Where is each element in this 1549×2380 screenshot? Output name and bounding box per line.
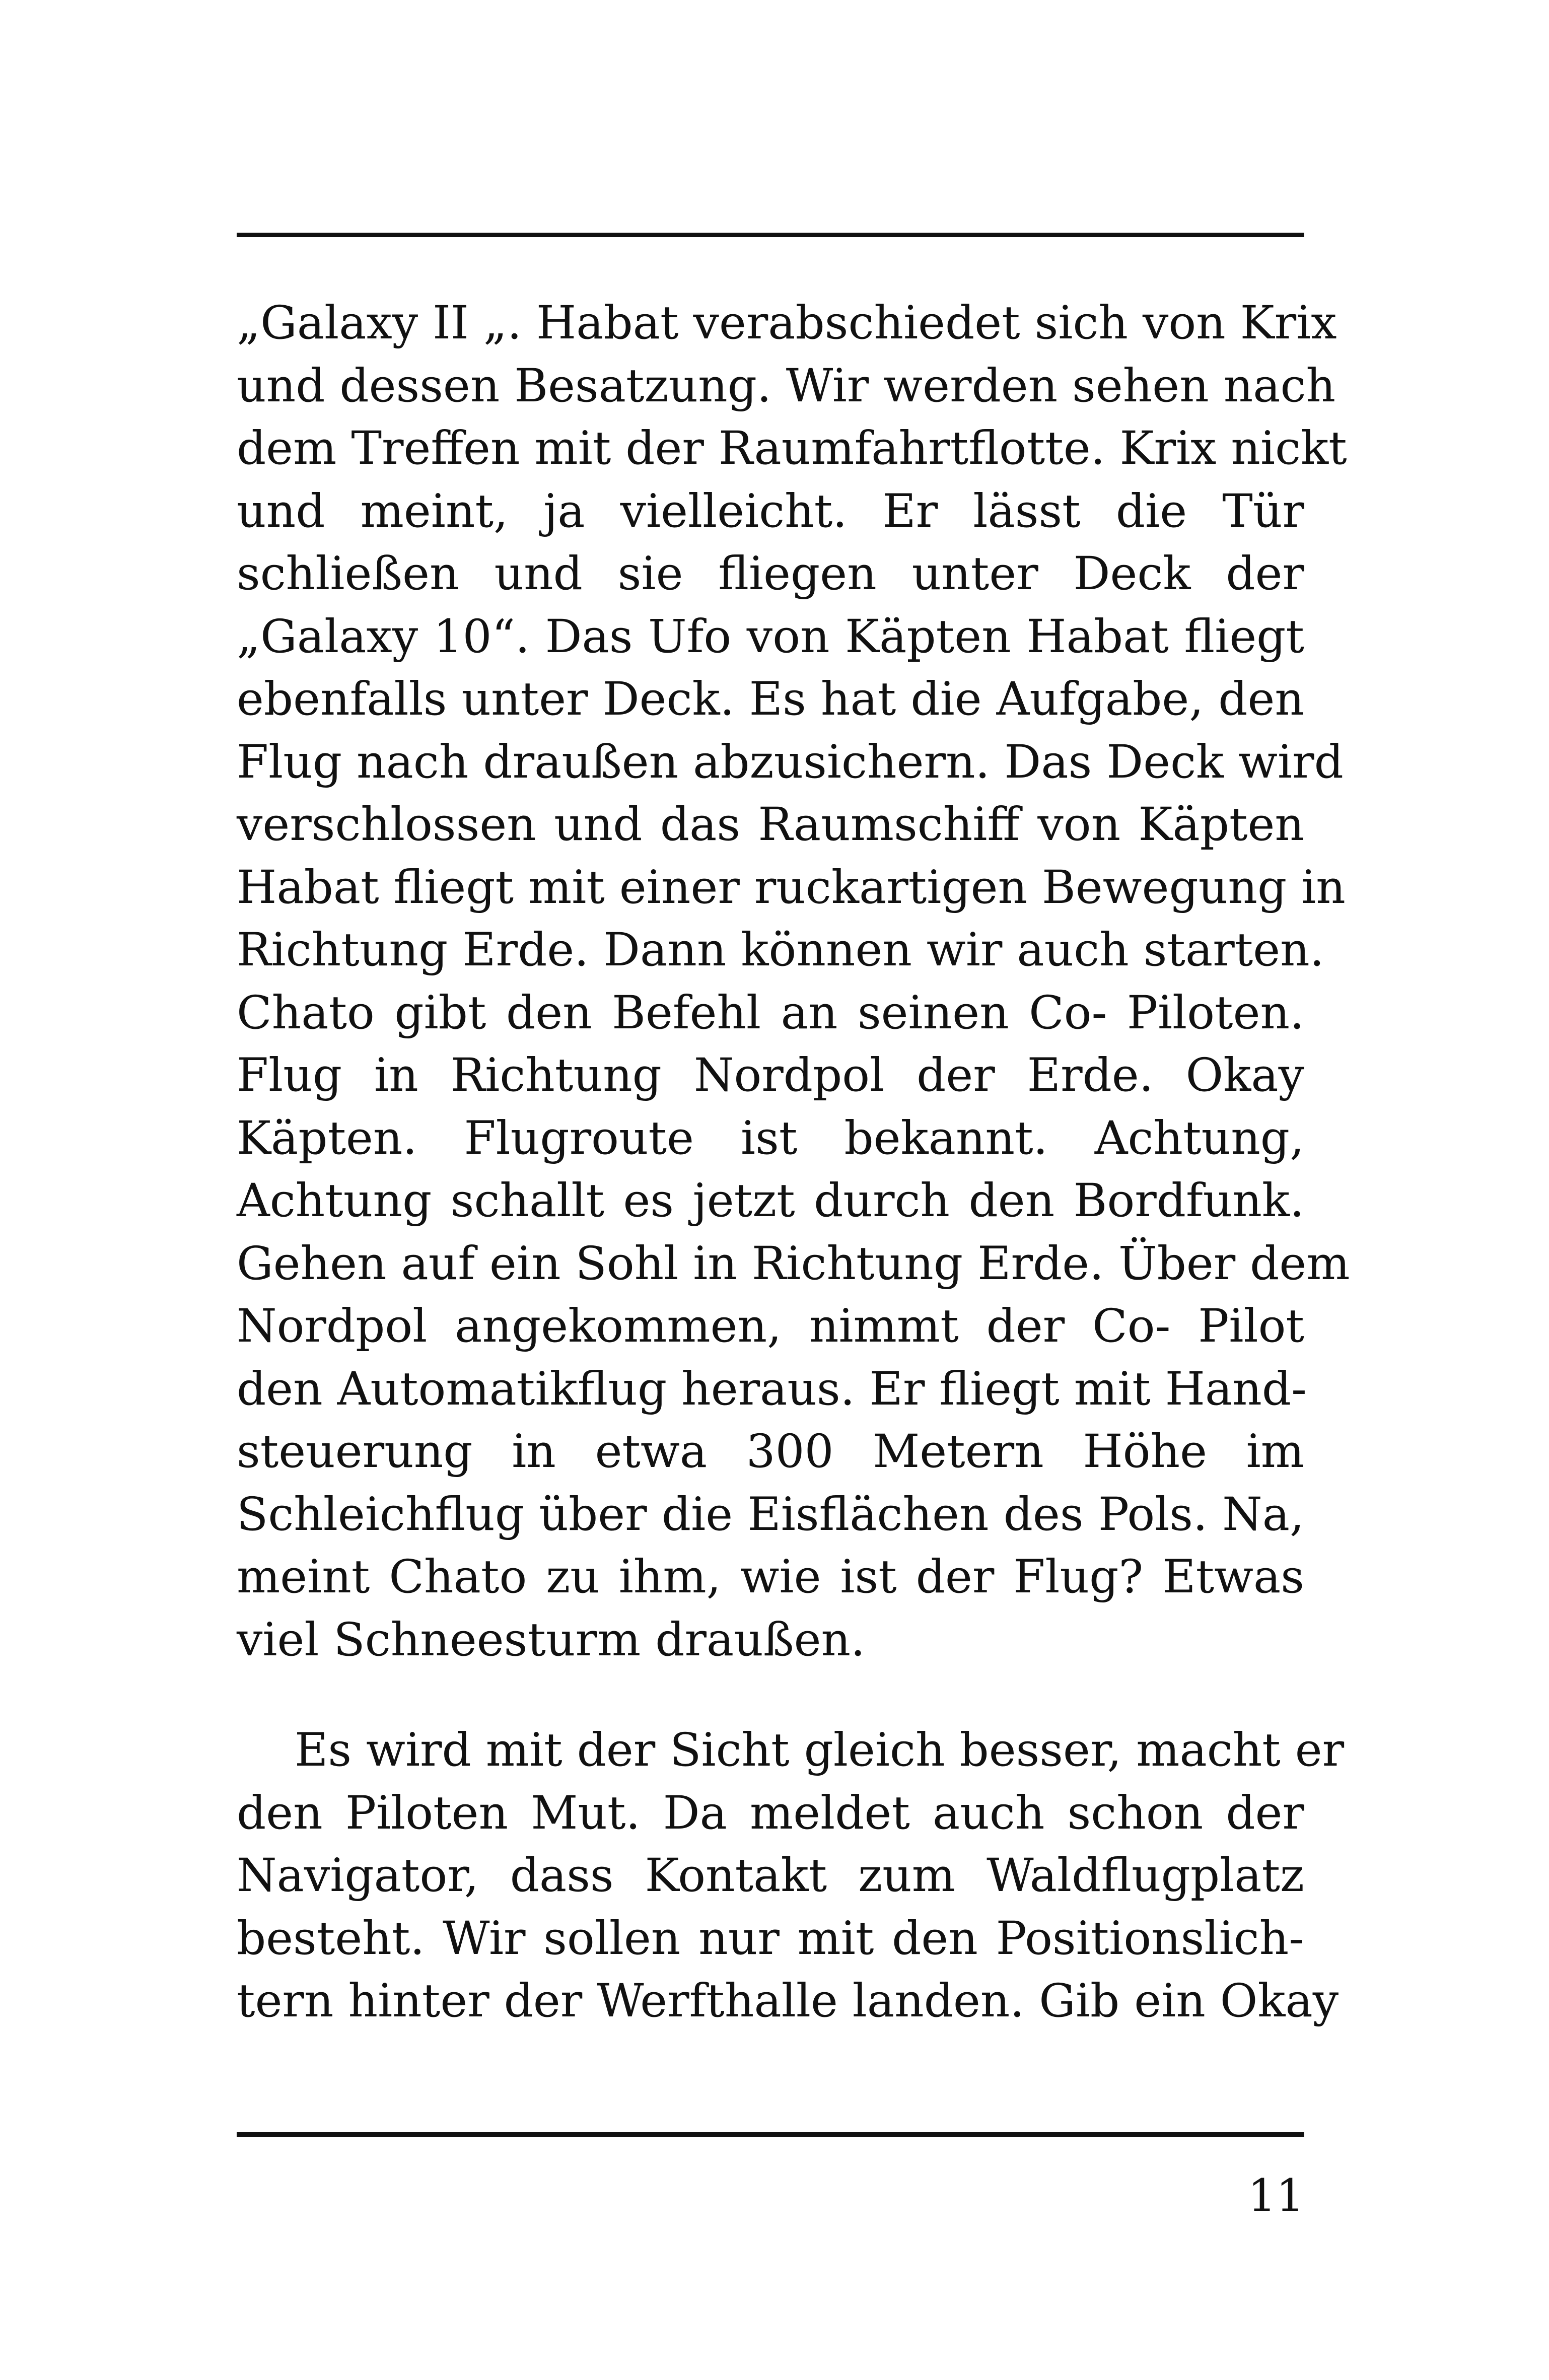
text-line: Navigator, dass Kontakt zum Waldflugplatz — [237, 1849, 1304, 1902]
text-line: verschlossen und das Raumschiff von Käpten — [237, 798, 1304, 851]
paragraph-2 — [237, 1719, 1345, 2033]
text-line: Achtung schallt es jetzt durch den Bordfunk. — [237, 1174, 1304, 1227]
text-line: Es wird mit der Sicht gleich besser, macht er — [295, 1724, 1345, 1777]
text-line: Schleichflug über die Eisflächen des Pols. Na, — [237, 1488, 1304, 1541]
page-number: 11 — [1248, 2169, 1304, 2221]
text-line: „Galaxy 10“. Das Ufo von Käpten Habat fliegt — [237, 610, 1304, 663]
text-line: besteht. Wir sollen nur mit den Positionslich- — [237, 1912, 1304, 1965]
text-line: Nordpol angekommen, nimmt der Co- Pilot — [237, 1300, 1304, 1353]
paragraph-1 — [237, 292, 1350, 1671]
text-line: und meint, ja vielleicht. Er lässt die Tür — [237, 484, 1304, 538]
text-line: und dessen Besatzung. Wir werden sehen nach — [237, 359, 1336, 412]
text-line: Flug in Richtung Nordpol der Erde. Okay — [237, 1049, 1304, 1102]
text-line: viel Schneesturm draußen. — [237, 1613, 866, 1666]
text-line: Flug nach draußen abzusichern. Das Deck wird — [237, 735, 1344, 789]
text-line: steuerung in etwa 300 Metern Höhe im — [237, 1425, 1304, 1478]
text-line: Richtung Erde. Dann können wir auch starten. — [237, 924, 1324, 976]
text-line: ebenfalls unter Deck. Es hat die Aufgabe, den — [237, 673, 1304, 726]
header-rule — [237, 233, 1304, 237]
text-line: dem Treffen mit der Raumfahrtflotte. Krix nickt — [237, 422, 1347, 475]
text-line: den Automatikflug heraus. Er fliegt mit Hand- — [237, 1362, 1307, 1416]
footer-rule — [237, 2132, 1304, 2137]
text-line: Käpten. Flugroute ist bekannt. Achtung, — [237, 1111, 1304, 1165]
text-line: tern hinter der Werfthalle landen. Gib ein Okay — [237, 1975, 1339, 2027]
text-line: Chato gibt den Befehl an seinen Co- Piloten. — [237, 986, 1304, 1039]
body-text — [237, 292, 1350, 2033]
text-line: „Galaxy II „. Habat verabschiedet sich von Krix — [237, 297, 1337, 349]
text-line: Habat fliegt mit einer ruckartigen Bewegung in — [237, 861, 1346, 914]
text-line: den Piloten Mut. Da meldet auch schon der — [237, 1786, 1304, 1840]
text-line: schließen und sie fliegen unter Deck der — [237, 547, 1304, 600]
paragraph-spacer — [237, 1671, 1304, 1719]
text-line: meint Chato zu ihm, wie ist der Flug? Etwas — [237, 1551, 1304, 1603]
text-line: Gehen auf ein Sohl in Richtung Erde. Über dem — [237, 1237, 1350, 1290]
